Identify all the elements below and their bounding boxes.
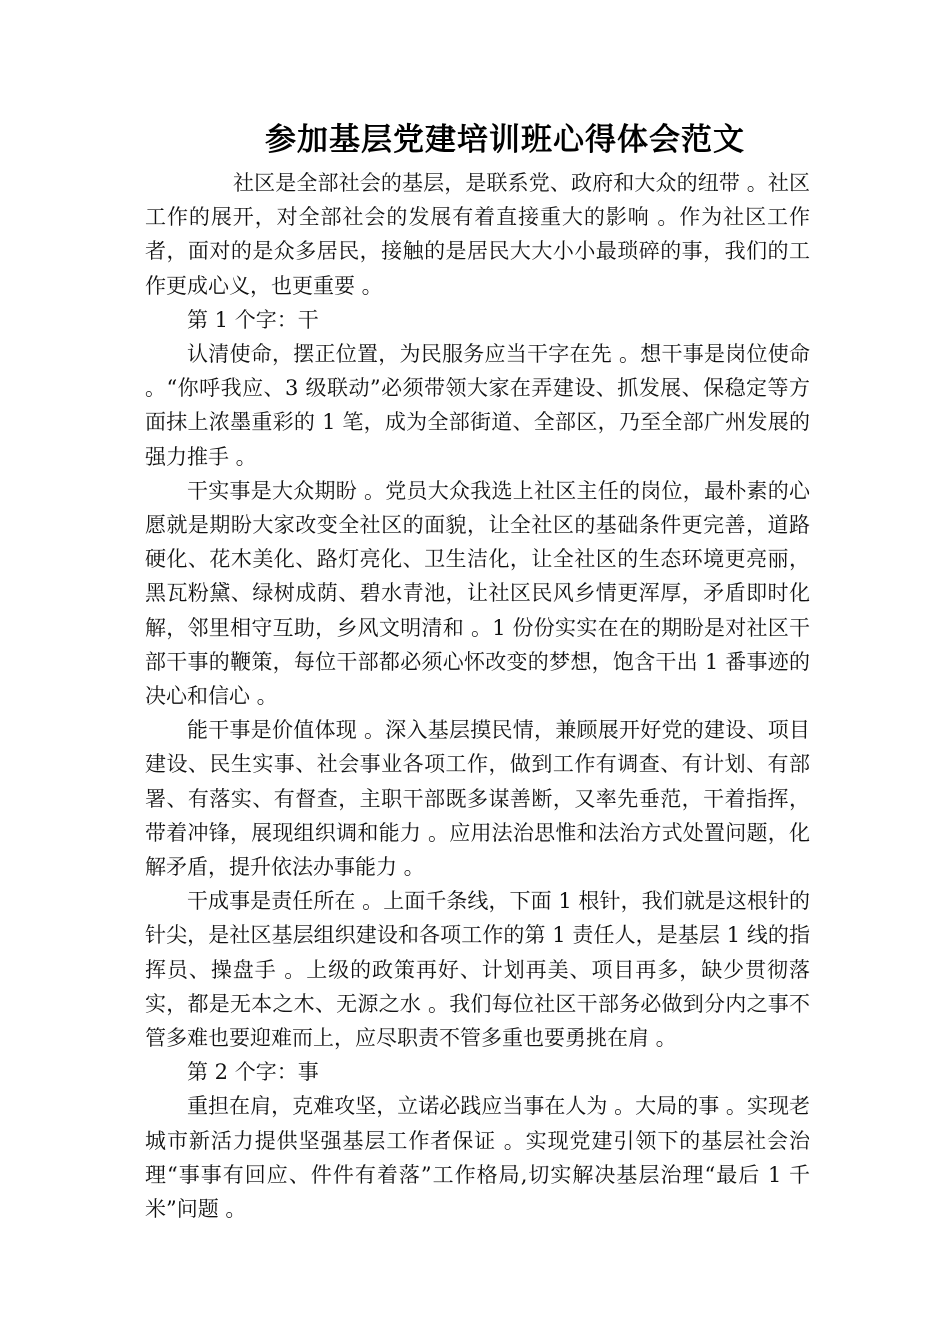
paragraph-intro: 社区是全部社会的基层，是联系党、政府和大众的纽带 。社区工作的展开，对全部社会的发展有着直接重大的影响 。作为社区工作者，面对的是众多居民，接触的是居民大大小小最琐碎的事，我们的工作更成心义，也更重要 。 [145,171,810,298]
section-heading-1: 第 1 个字：干 [187,307,319,332]
paragraph: 重担在肩，克难攻坚，立诺必践应当事在人为 。大局的事 。实现老城市新活力提供坚强基层工作者保证 。实现党建引领下的基层社会治理“事事有回应、件件有着落”工作格局,切实解决基层治理“最后 1 千米”问题 。 [145,1094,810,1222]
paragraph: 干成事是责任所在 。上面千条线，下面 1 根针，我们就是这根针的针尖，是社区基层组织建设和各项工作的第 1 责任人，是基层 1 线的指挥员、操盘手 。上级的政策再好、计划再美、项目再多，缺少贯彻落实，都是无本之木、无源之水 。我们每位社区干部务必做到分内之事不管多难也要迎难而上，应尽职责不管多重也要勇挑在肩 。 [145,889,810,1051]
paragraph: 能干事是价值体现 。深入基层摸民情，兼顾展开好党的建设、项目建设、民生实事、社会事业各项工作，做到工作有调查、有计划、有部署、有落实、有督查，主职干部既多谋善断，又率先垂范，干着指挥，带着冲锋，展现组织调和能力 。应用法治思惟和法治方式处置问题，化解矛盾，提升依法办事能力 。 [145,718,810,880]
section-heading-2: 第 2 个字：事 [187,1060,319,1085]
paragraph: 干实事是大众期盼 。党员大众我选上社区主任的岗位，最朴素的心愿就是期盼大家改变全社区的面貌，让全社区的基础条件更完善，道路硬化、花木美化、路灯亮化、卫生洁化，让全社区的生态环境更亮丽，黑瓦粉黛、绿树成荫、碧水青池，让社区民风乡情更浑厚，矛盾即时化解，邻里相守互助，乡风文明清和 。1 份份实实在在的期盼是对社区干部干事的鞭策，每位干部都必须心怀改变的梦想，饱含干出 1 番事迹的决心和信心 。 [145,478,810,709]
document-title: 参加基层党建培训班心得体会范文 [265,122,745,158]
document-body [145,166,810,1226]
paragraph: 认清使命，摆正位置，为民服务应当干字在先 。想干事是岗位使命 。“你呼我应、3 级联动”必须带领大家在弄建设、抓发展、保稳定等方面抹上浓墨重彩的 1 笔，成为全部街道、全部区，乃至全部广州发展的强力推手 。 [145,342,810,469]
